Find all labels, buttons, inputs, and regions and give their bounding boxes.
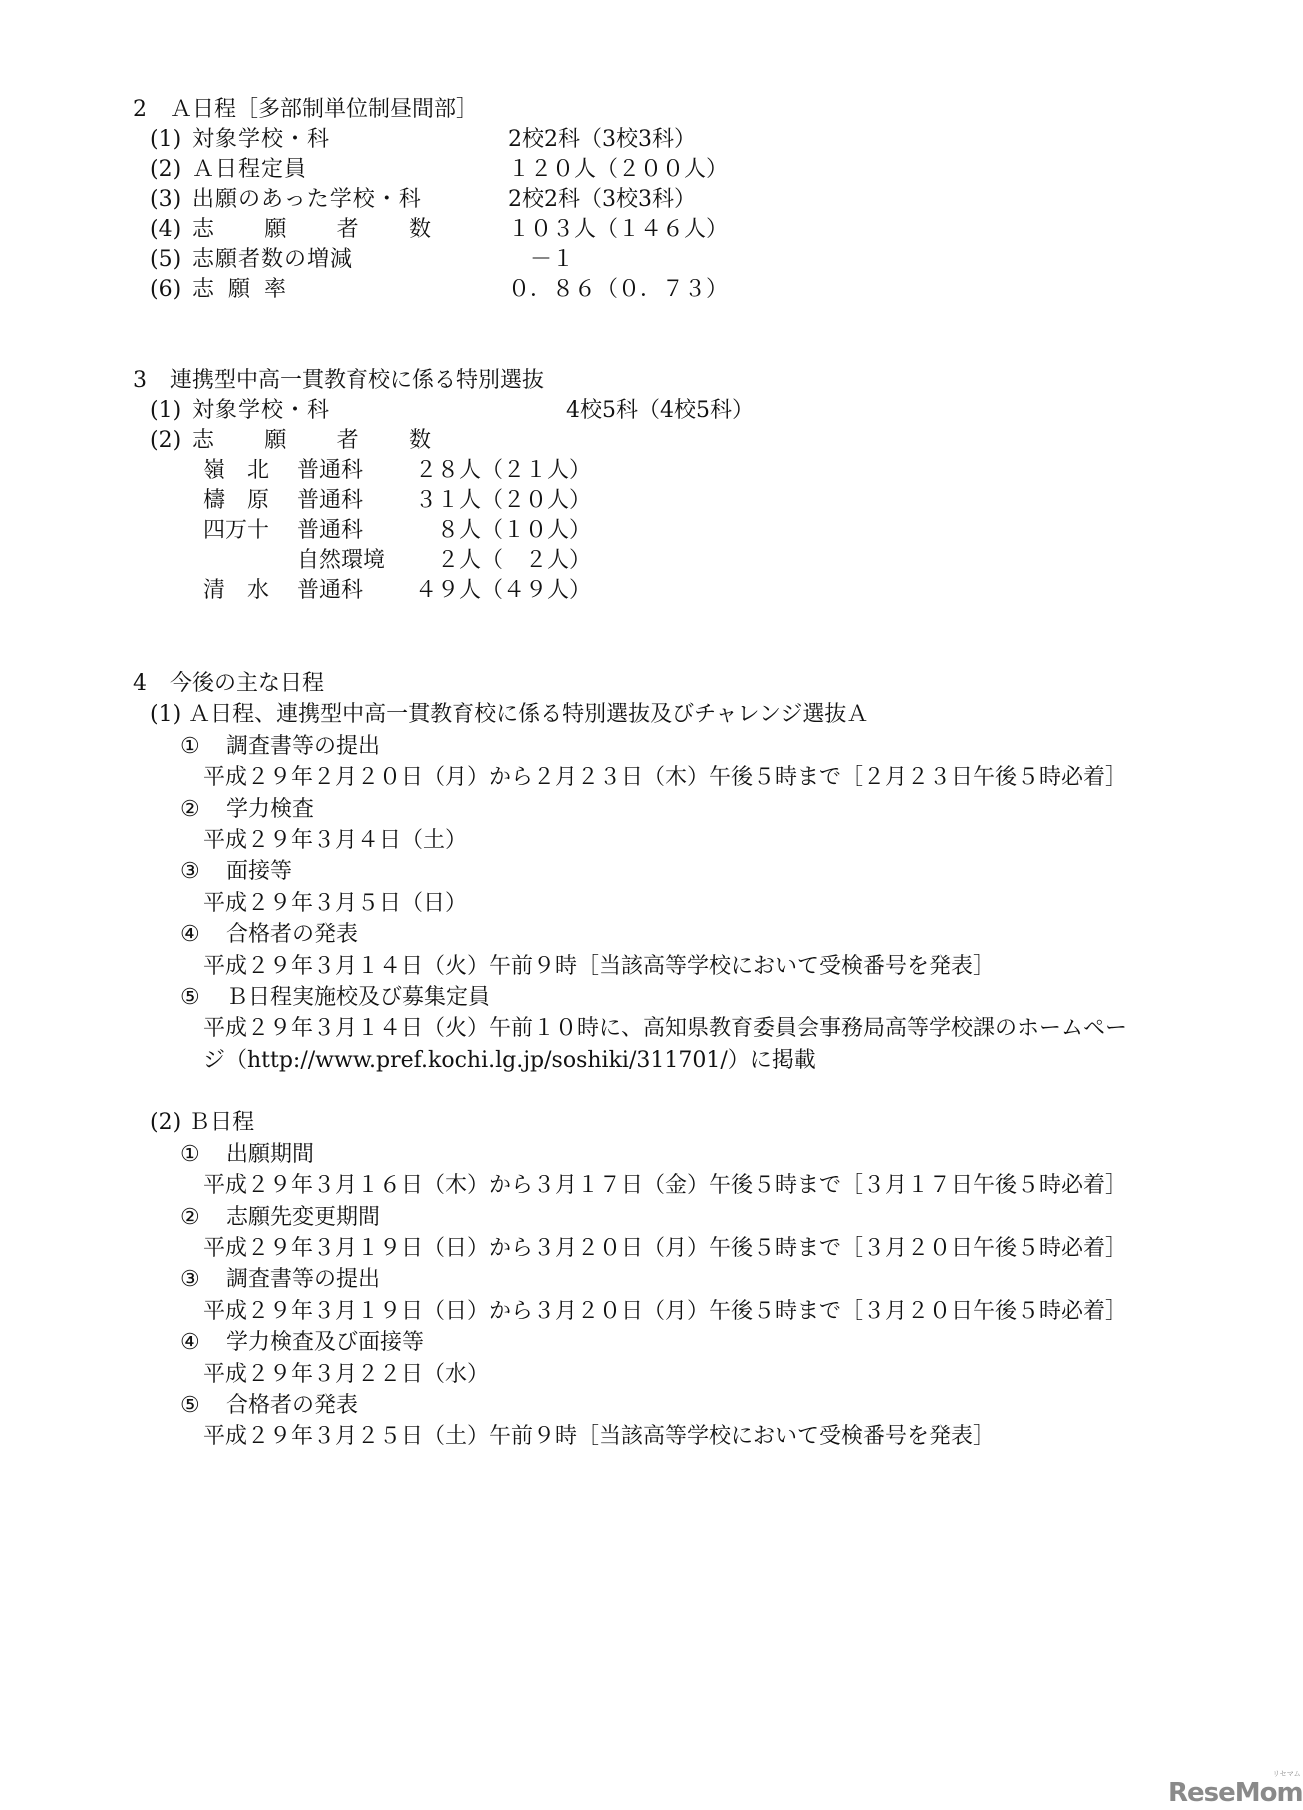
schedule-step <box>0 794 1280 825</box>
step-number: ④ <box>180 1330 200 1356</box>
item-number: (2) <box>150 157 182 182</box>
step-number: ② <box>180 1204 200 1230</box>
date-text: 平成２９年３月５日（日） <box>203 890 468 916</box>
section-3 <box>0 366 1280 606</box>
item-number: (6) <box>150 277 182 302</box>
section-2 <box>0 95 1280 305</box>
school-row <box>0 576 1280 606</box>
item-number: (4) <box>150 217 182 242</box>
school-row <box>0 516 1280 546</box>
list-item <box>0 155 1280 185</box>
item-label: 出願のあった学校・科 <box>192 187 422 212</box>
step-label: 合格者の発表 <box>226 1392 359 1418</box>
spacer <box>0 1076 1280 1107</box>
applicant-count: ４９人（４９人） <box>415 578 592 603</box>
section-number: 3 <box>133 368 147 393</box>
item-value: １０３人（１４６人） <box>508 217 729 242</box>
step-number: ④ <box>180 922 200 948</box>
list-item <box>0 215 1280 245</box>
date-text: ジ（http://www.pref.kochi.lg.jp/soshiki/311701/）に掲載 <box>203 1047 816 1073</box>
section-heading <box>0 95 1280 125</box>
date-text: 平成２９年３月４日（土） <box>203 827 468 853</box>
subsection-title: (2) Ｂ日程 <box>150 1110 255 1136</box>
step-number: ① <box>180 1141 200 1167</box>
date-text: 平成２９年３月１４日（火）午前１０時に、高知県教育委員会事務局高等学校課のホームペー <box>203 1016 1128 1042</box>
item-number: (3) <box>150 187 182 212</box>
department: 普通科 <box>297 488 364 513</box>
step-number: ② <box>180 796 200 822</box>
section-number: 4 <box>133 671 147 696</box>
school-row <box>0 486 1280 516</box>
item-label: 対象学校・科 <box>192 398 331 423</box>
step-label: 合格者の発表 <box>226 922 359 948</box>
step-label: 志願先変更期間 <box>226 1204 381 1230</box>
list-item <box>0 426 1280 456</box>
school-name: 四万十 <box>203 518 270 543</box>
step-date <box>0 1170 1280 1201</box>
item-value: 2校2科（3校3科） <box>508 127 696 152</box>
step-date <box>0 762 1280 793</box>
step-label: 調査書等の提出 <box>226 733 381 759</box>
step-date <box>0 1359 1280 1390</box>
schedule-step <box>0 1390 1280 1421</box>
step-label: 調査書等の提出 <box>226 1267 381 1293</box>
department: 普通科 <box>297 458 364 483</box>
department: 普通科 <box>297 578 364 603</box>
department: 普通科 <box>297 518 364 543</box>
step-number: ③ <box>180 859 200 885</box>
applicant-count: ２人（ ２人） <box>415 548 592 573</box>
step-date <box>0 888 1280 919</box>
item-label: Ａ日程定員 <box>192 157 308 182</box>
list-item <box>0 125 1280 155</box>
date-text: 平成２９年３月１６日（木）から３月１７日（金）午後５時まで［３月１７日午後５時必着］ <box>203 1173 1128 1199</box>
item-value: 2校2科（3校3科） <box>508 187 696 212</box>
step-date <box>0 1421 1280 1452</box>
step-date <box>0 1296 1280 1327</box>
item-number: (1) <box>150 398 182 423</box>
step-date <box>0 825 1280 856</box>
schedule-step <box>0 856 1280 887</box>
school-name: 檮 原 <box>203 488 270 513</box>
list-item <box>0 275 1280 305</box>
item-label: 志願率 <box>192 277 301 302</box>
item-number: (5) <box>150 247 182 272</box>
item-value: －１ <box>508 247 575 272</box>
step-label: 面接等 <box>226 859 293 885</box>
step-date <box>0 951 1280 982</box>
section-number: 2 <box>133 97 147 122</box>
schedule-step <box>0 1139 1280 1170</box>
step-label: 学力検査 <box>226 796 315 822</box>
date-text: 平成２９年３月２２日（水） <box>203 1361 490 1387</box>
item-label: 対象学校・科 <box>192 127 331 152</box>
item-value: ０．８６（０．７３） <box>508 277 729 302</box>
applicant-count: ８人（１０人） <box>415 518 592 543</box>
list-item <box>0 245 1280 275</box>
section-heading <box>0 668 1280 699</box>
step-number: ③ <box>180 1267 200 1293</box>
step-date <box>0 1233 1280 1264</box>
step-label: Ｂ日程実施校及び募集定員 <box>226 984 491 1010</box>
subsection-title: (1) Ａ日程、連携型中高一貫教育校に係る特別選抜及びチャレンジ選抜Ａ <box>150 702 869 728</box>
item-value: １２０人（２００人） <box>508 157 729 182</box>
resemom-watermark-logo: ReseMom リセマム <box>1168 1770 1303 1808</box>
step-date <box>0 1013 1280 1044</box>
schedule-step <box>0 919 1280 950</box>
date-text: 平成２９年３月１４日（火）午前９時［当該高等学校において受検番号を発表］ <box>203 953 996 979</box>
item-label: 志 願 者 数 <box>192 217 432 242</box>
applicant-count: ３１人（２０人） <box>415 488 592 513</box>
item-label: 志願者数の増減 <box>192 247 354 272</box>
school-name: 清 水 <box>203 578 270 603</box>
step-label: 出願期間 <box>226 1141 315 1167</box>
item-label: 志 願 者 数 <box>192 428 432 453</box>
section-heading <box>0 366 1280 396</box>
department: 自然環境 <box>297 548 386 573</box>
school-name: 嶺 北 <box>203 458 270 483</box>
list-item <box>0 185 1280 215</box>
step-date <box>0 1045 1280 1076</box>
step-number: ⑤ <box>180 1392 200 1418</box>
section-title: 今後の主な日程 <box>170 671 325 696</box>
date-text: 平成２９年３月２５日（土）午前９時［当該高等学校において受検番号を発表］ <box>203 1424 996 1450</box>
item-number: (1) <box>150 127 182 152</box>
section-title: 連携型中高一貫教育校に係る特別選抜 <box>170 368 545 393</box>
item-value: 4校5科（4校5科） <box>566 398 754 423</box>
schedule-step <box>0 731 1280 762</box>
item-number: (2) <box>150 428 182 453</box>
list-item <box>0 396 1280 426</box>
schedule-step <box>0 1202 1280 1233</box>
section-title: Ａ日程［多部制単位制昼間部］ <box>170 97 479 122</box>
date-text: 平成２９年３月１９日（日）から３月２０日（月）午後５時まで［３月２０日午後５時必着］ <box>203 1236 1128 1262</box>
applicant-count: ２８人（２１人） <box>415 458 592 483</box>
schedule-step <box>0 1327 1280 1358</box>
school-row <box>0 546 1280 576</box>
step-number: ⑤ <box>180 984 200 1010</box>
date-text: 平成２９年３月１９日（日）から３月２０日（月）午後５時まで［３月２０日午後５時必着］ <box>203 1298 1128 1324</box>
step-label: 学力検査及び面接等 <box>226 1330 425 1356</box>
step-number: ① <box>180 733 200 759</box>
schedule-step <box>0 1264 1280 1295</box>
schedule-step <box>0 982 1280 1013</box>
school-row <box>0 456 1280 486</box>
section-4 <box>0 668 1280 1453</box>
date-text: 平成２９年２月２０日（月）から２月２３日（木）午後５時まで［２月２３日午後５時必着］ <box>203 765 1128 791</box>
